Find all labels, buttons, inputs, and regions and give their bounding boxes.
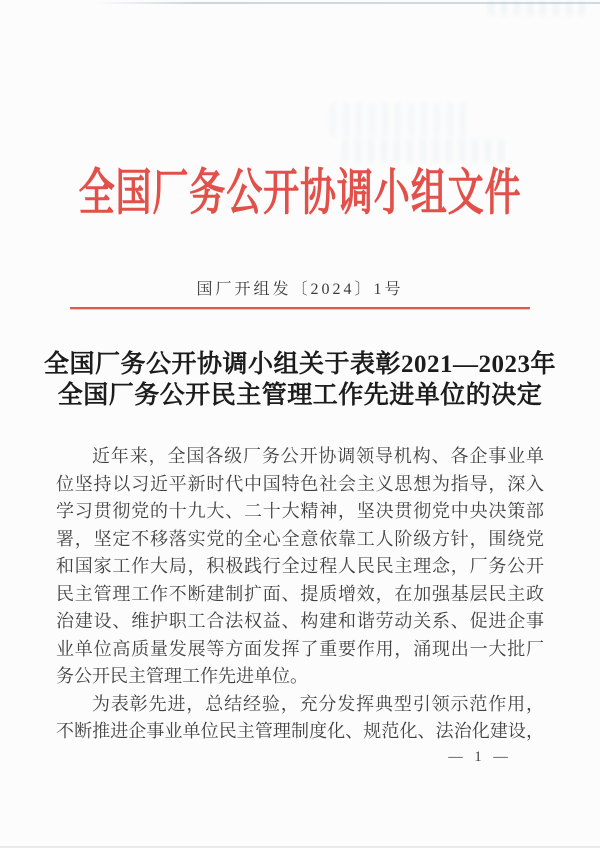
document-number: 国厂开组发〔2024〕1号: [196, 281, 404, 298]
document-title: [0, 349, 600, 411]
body-line: 务公开民主管理工作先进单位。: [56, 666, 308, 686]
letterhead-org-title-text: 全国厂务公开协调小组文件: [78, 165, 522, 222]
body-line: 民主管理工作不断建制扩面、提质增效，在加强基层民主政: [56, 583, 544, 604]
ink-bleedthrough-artifact: [330, 103, 470, 137]
document-title-line1: 全国厂务公开协调小组关于表彰2021—2023年: [43, 351, 556, 378]
letterhead-divider-rule: [70, 307, 530, 309]
body-line: 位坚持以习近平新时代中国特色社会主义思想为指导，深入: [56, 473, 544, 494]
body-line: 为表彰先进，总结经验，充分发挥典型引领示范作用，: [92, 693, 544, 714]
document-title-line2: 全国厂务公开民主管理工作先进单位的决定: [57, 382, 543, 409]
body-line: 业单位高质量发展等方面发挥了重要作用，涌现出一大批厂: [56, 638, 544, 659]
body-line: 不断推进企事业单位民主管理制度化、规范化、法治化建设，: [56, 721, 544, 741]
body-line: 近年来，全国各级厂务公开协调领导机构、各企事业单: [92, 446, 544, 466]
body-line: 和国家工作大局，积极践行全过程人民民主理念，厂务公开: [56, 556, 544, 576]
letterhead-org-title: [0, 156, 600, 220]
ink-bleedthrough-artifact: [488, 0, 592, 16]
body-line: 署，坚定不移落实党的全心全意依靠工人阶级方针，围绕党: [56, 528, 544, 549]
page-number: — 1 —: [448, 749, 512, 765]
body-line: 治建设、维护职工合法权益、构建和谐劳动关系、促进企事: [56, 611, 544, 631]
body-line: 学习贯彻党的十九大、二十大精神，坚决贯彻党中央决策部: [56, 501, 544, 521]
document-body: [56, 443, 544, 746]
